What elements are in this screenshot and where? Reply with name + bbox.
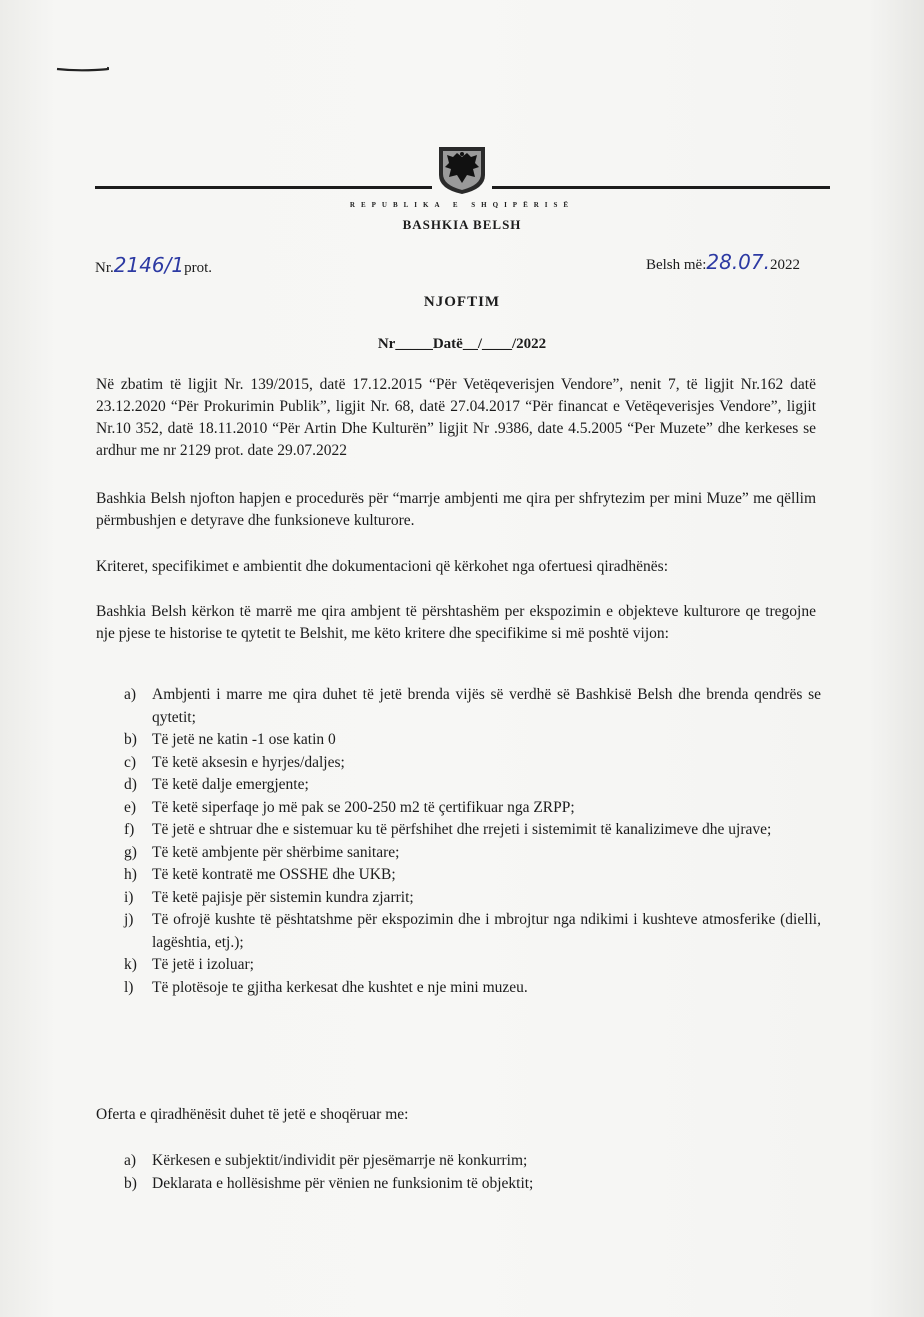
list-item — [96, 864, 821, 887]
list-item-text: Të ketë dalje emergjente; — [152, 776, 309, 793]
list-item — [96, 977, 821, 1000]
list-item-text: Të ketë siperfaqe jo më pak se 200-250 m2 të çertifikuar nga ZRPP; — [152, 798, 575, 816]
list-item-text: Të ofrojë kushte të pështatshme për ekspozimin dhe i mbrojtur nga ndikimi i kushteve atmosferike (dielli, lagështia, etj.); — [152, 911, 821, 951]
criteria-list — [96, 684, 821, 999]
nr-date-line: Nr_____Datë__/____/2022 — [377, 336, 547, 352]
list-marker: k) — [124, 956, 137, 973]
date-prefix: Belsh më: — [645, 257, 707, 273]
list-item — [96, 819, 821, 842]
header-rule-left — [95, 186, 432, 189]
list-marker: j) — [124, 911, 134, 928]
republic-heading: REPUBLIKA E SHQIPËRISË — [349, 201, 575, 209]
list-item-text: Të ketë aksesin e hyrjes/daljes; — [152, 753, 345, 771]
list-item-text: Kërkesen e subjektit/individit për pjesëmarrje në konkurrim; — [152, 1152, 528, 1169]
list-item — [96, 684, 821, 729]
date-handwritten: 28.07. — [706, 250, 770, 274]
list-item-text: Të jetë ne katin -1 ose katin 0 — [152, 731, 336, 748]
list-marker: f) — [124, 821, 135, 838]
request-paragraph: Bashkia Belsh kërkon të marrë me qira ambjent të përshtashëm per ekspozimin e objekteve kulturore qe tregojne nje pjese te historise te qytetit te Belshit, me këto kritere dhe specifikime si më poshtë vijon: — [96, 603, 816, 642]
list-item — [96, 752, 821, 775]
list-marker: g) — [124, 843, 137, 861]
list-marker: a) — [124, 1152, 137, 1169]
announcement-paragraph: Bashkia Belsh njofton hapjen e procedurës për “marrje ambjenti me qira per shfrytezim per mini Muze” me qëllim përmbushjen e detyrave dhe funksioneve kulturore. — [96, 490, 816, 529]
list-marker: e) — [124, 798, 137, 816]
municipality-heading: BASHKIA BELSH — [402, 217, 522, 232]
list-item — [96, 1172, 821, 1195]
offer-intro-paragraph: Oferta e qiradhënësit duhet të jetë e shoqëruar me: — [96, 1106, 409, 1123]
list-marker: a) — [124, 686, 137, 703]
date-year: 2022 — [770, 257, 800, 273]
list-item-text: Të ketë kontratë me OSSHE dhe UKB; — [152, 866, 396, 883]
list-item-text: Deklarata e hollësishme për vënien ne funksionim të objektit; — [152, 1175, 534, 1192]
list-item — [96, 842, 821, 865]
document-date — [646, 250, 800, 274]
list-marker: b) — [124, 1175, 137, 1192]
list-item — [96, 774, 821, 797]
list-marker: d) — [124, 776, 137, 793]
protocol-number — [95, 253, 212, 277]
list-marker: l) — [124, 978, 134, 996]
list-item — [96, 729, 821, 752]
list-item — [96, 887, 821, 910]
list-marker: h) — [124, 866, 137, 883]
list-item-text: Të jetë e shtruar dhe e sistemuar ku të përfshihet dhe rrejeti i sistemimit të kanalizimeve dhe ujrave; — [152, 821, 772, 838]
list-item-text: Të jetë i izoluar; — [152, 956, 254, 973]
list-item — [96, 954, 821, 977]
documents-list — [96, 1149, 821, 1195]
list-marker: c) — [124, 753, 137, 771]
document-title: NJOFTIM — [423, 294, 501, 310]
list-item — [96, 909, 821, 954]
criteria-intro-paragraph: Kriteret, specifikimet e ambientit dhe dokumentacioni që kërkohet nga ofertuesi qiradhënës: — [96, 558, 669, 575]
protocol-prefix: Nr. — [95, 260, 114, 276]
list-item — [96, 797, 821, 820]
protocol-suffix: prot. — [184, 260, 213, 276]
legal-basis-paragraph: Në zbatim të ligjit Nr. 139/2015, datë 17.12.2015 “Për Vetëqeverisjen Vendore”, nenit 7, të ligjit Nr.162 datë 23.12.2020 “Për Prokurimin Publik”, ligjit Nr. 68, datë 27.04.2017 “Për financat e Vetëqeverisjes Vendore”, ligjit Nr.10 352, datë 18.11.2010 “Për Artin Dhe Kulturën” ligjit Nr .9386, date 4.5.2005 “Per Muzete” dhe kerkeses se ardhur me nr 2129 prot. date 29.07.2022 — [96, 376, 816, 459]
protocol-handwritten-number: 2146/1 — [113, 253, 185, 277]
list-item-text: Të ketë ambjente për shërbime sanitare; — [152, 843, 400, 861]
double-headed-eagle-emblem-icon — [433, 145, 491, 195]
list-marker: i) — [124, 888, 134, 906]
list-item-text: Të ketë pajisje për sistemin kundra zjarrit; — [152, 888, 414, 906]
list-item-text: Të plotësoje te gjitha kerkesat dhe kushtet e nje mini muzeu. — [152, 978, 528, 996]
header-rule-right — [492, 186, 830, 189]
pen-stroke-mark-icon — [55, 64, 109, 74]
list-marker: b) — [124, 731, 137, 748]
list-item-text: Ambjenti i marre me qira duhet të jetë brenda vijës së verdhë së Bashkisë Belsh dhe brenda qendrës se qytetit; — [152, 686, 821, 726]
list-item — [96, 1149, 821, 1172]
